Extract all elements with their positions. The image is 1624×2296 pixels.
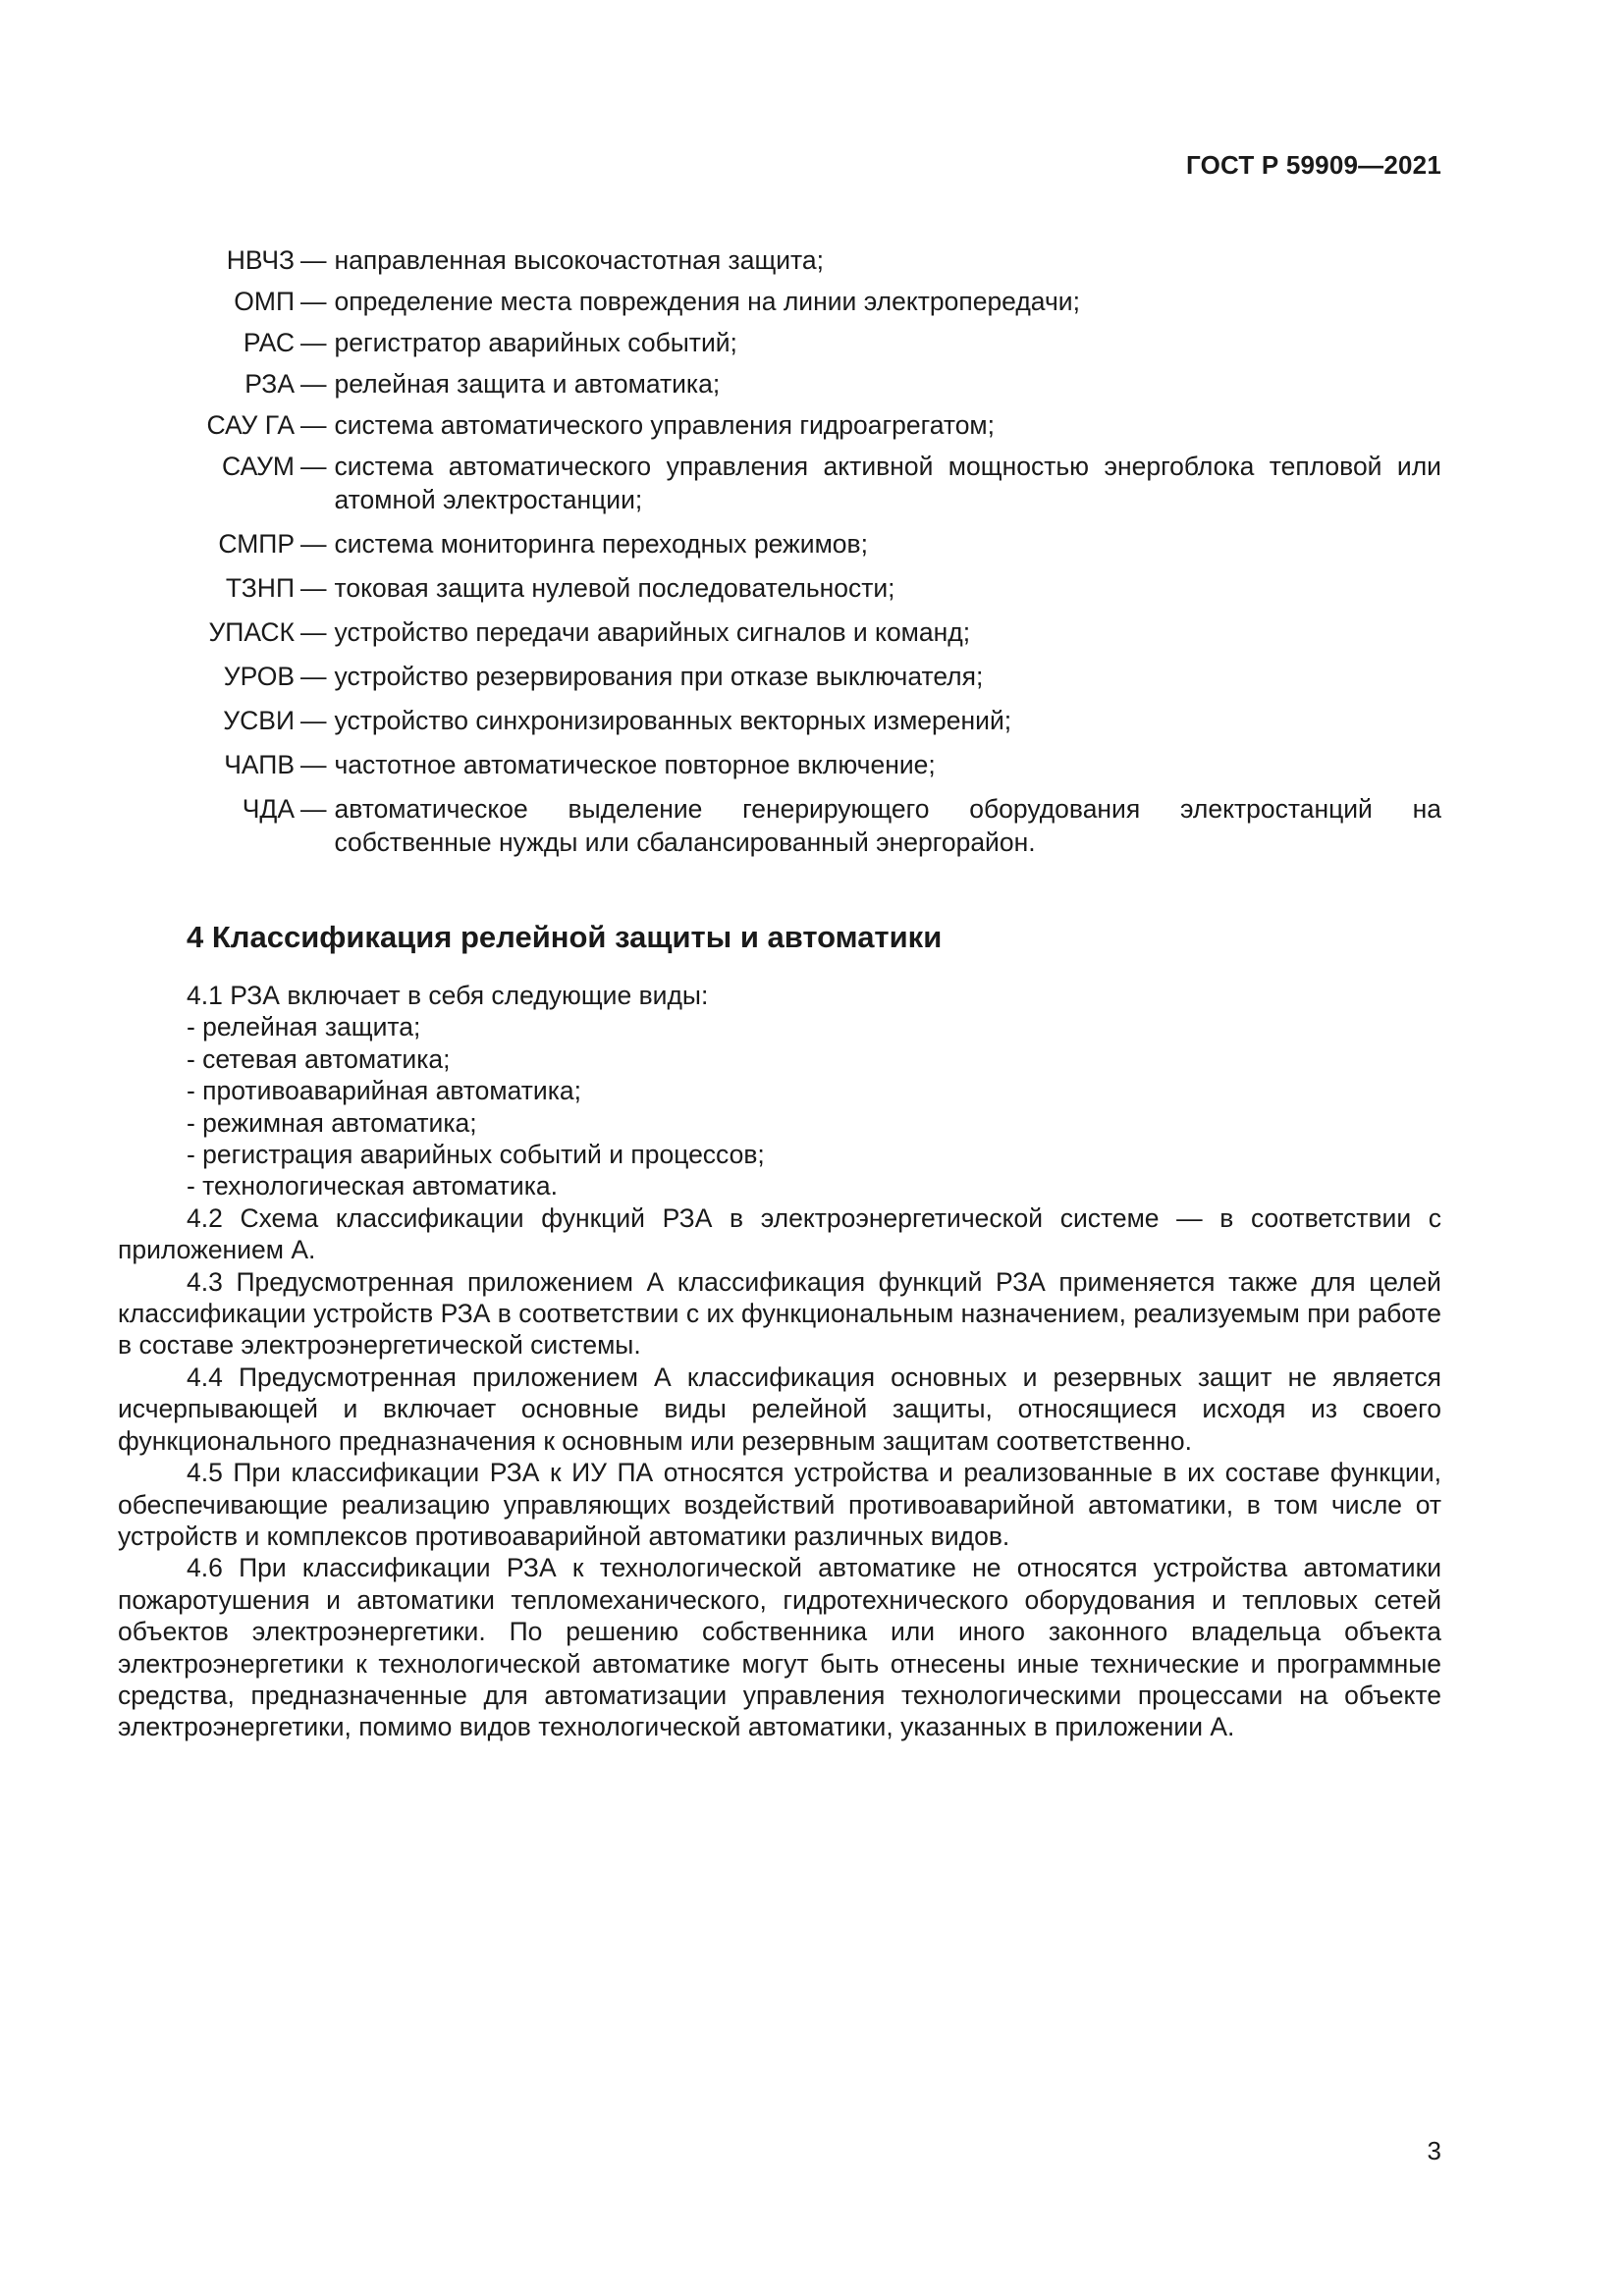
abbreviation-definition: определение места повреждения на линии электропередачи; xyxy=(334,287,1080,316)
abbreviation-row xyxy=(118,243,1441,277)
abbreviation-row xyxy=(118,660,1441,693)
abbreviation-term: НВЧЗ xyxy=(226,245,295,275)
abbreviation-definition: регистратор аварийных событий; xyxy=(334,328,737,357)
em-dash: — xyxy=(300,369,327,399)
abbreviation-definition: система автоматического управления гидроагрегатом; xyxy=(334,410,996,440)
abbreviation-definition: направленная высокочастотная защита; xyxy=(334,245,824,275)
em-dash: — xyxy=(300,328,327,357)
abbreviation-definition: система мониторинга переходных режимов; xyxy=(334,529,868,559)
em-dash: — xyxy=(300,617,327,647)
abbreviation-definition: автоматическое выделение генерирующего оборудования электростанций на собственные нужды или сбалансированный энергорайон. xyxy=(334,794,1441,857)
em-dash: — xyxy=(300,287,327,316)
abbreviation-term: РЗА xyxy=(244,369,295,399)
abbreviation-term: ОМП xyxy=(234,287,295,316)
em-dash: — xyxy=(300,410,327,440)
list-item: - релейная защита; xyxy=(187,1012,421,1042)
abbreviation-definition: система автоматического управления активной мощностью энергоблока тепловой или атомной электростанции; xyxy=(334,452,1441,514)
document-code: ГОСТ Р 59909—2021 xyxy=(1186,150,1441,180)
paragraph-4-5: 4.5 При классификации РЗА к ИУ ПА относятся устройства и реализованные в их составе функции, обеспечивающие реализацию управляющих воздействий противоаварийной автоматики, в том числе от устройств и комплексов противоаварийной автоматики различных видов. xyxy=(118,1458,1441,1551)
paragraph-4-1-lead: 4.1 РЗА включает в себя следующие виды: xyxy=(187,981,709,1010)
section-title: 4 Классификация релейной защиты и автоматики xyxy=(187,920,943,954)
abbreviation-term: ТЗНП xyxy=(225,573,295,603)
page-number: 3 xyxy=(1427,2136,1441,2165)
em-dash: — xyxy=(300,750,327,779)
abbreviation-term: УРОВ xyxy=(223,662,295,691)
abbreviation-definition: устройство синхронизированных векторных измерений; xyxy=(334,706,1012,735)
abbreviation-row xyxy=(118,748,1441,781)
paragraph-4-2: 4.2 Схема классификации функций РЗА в электроэнергетической системе — в соответствии с приложением А. xyxy=(118,1202,1441,1265)
abbreviation-term: САУ ГА xyxy=(206,410,295,440)
abbreviation-term: РАС xyxy=(243,328,295,357)
abbreviations-list xyxy=(118,243,1441,859)
list-item: - режимная автоматика; xyxy=(187,1107,477,1138)
em-dash: — xyxy=(300,245,327,275)
paragraph-4-4: 4.4 Предусмотренная приложением А классификация основных и резервных защит не является исчерпывающей и включает основные виды релейной защиты, относящиеся исходя из своего функционального предназначения к основным или резервным защитам соответственно. xyxy=(118,1362,1441,1456)
abbreviation-row xyxy=(118,527,1441,561)
em-dash: — xyxy=(300,794,327,824)
list-item: - противоаварийная автоматика; xyxy=(187,1076,581,1106)
abbreviation-term: СМПР xyxy=(218,529,295,559)
abbreviation-row xyxy=(118,571,1441,605)
abbreviation-definition: релейная защита и автоматика; xyxy=(334,369,721,399)
section-body xyxy=(118,980,1441,1743)
abbreviation-term: УСВИ xyxy=(223,706,295,735)
abbreviation-row xyxy=(118,704,1441,737)
abbreviation-definition: частотное автоматическое повторное включение; xyxy=(334,750,936,779)
em-dash: — xyxy=(300,452,327,481)
em-dash: — xyxy=(300,573,327,603)
abbreviation-row xyxy=(118,792,1441,859)
abbreviation-row xyxy=(118,450,1441,516)
abbreviation-definition: устройство резервирования при отказе выключателя; xyxy=(334,662,984,691)
list-item: - регистрация аварийных событий и процессов; xyxy=(187,1140,765,1170)
abbreviation-row xyxy=(118,285,1441,318)
abbreviation-row xyxy=(118,326,1441,359)
list-item: - сетевая автоматика; xyxy=(187,1043,451,1074)
em-dash: — xyxy=(300,529,327,559)
list-item: - технологическая автоматика. xyxy=(187,1171,559,1201)
abbreviation-definition: устройство передачи аварийных сигналов и команд; xyxy=(334,617,971,647)
paragraph-4-6: 4.6 При классификации РЗА к технологической автоматике не относятся устройства автоматики пожаротушения и автоматики тепломеханического, гидротехнического оборудования и тепловых сетей объектов электроэнергетики. По решению собственника или иного законного владельца объекта электроэнергетики к технологической автоматике могут быть отнесены иные технические и программные средства, предназначенные для автоматизации управления технологическими процессами на объекте электроэнергетики, помимо видов технологической автоматики, указанных в приложении А. xyxy=(118,1553,1441,1742)
abbreviation-row xyxy=(118,615,1441,649)
abbreviation-term: ЧДА xyxy=(242,794,295,824)
abbreviation-row xyxy=(118,408,1441,442)
em-dash: — xyxy=(300,662,327,691)
paragraph-4-3: 4.3 Предусмотренная приложением А классификация функций РЗА применяется также для целей классификации устройств РЗА в соответствии с их функциональным назначением, реализуемым при работе в составе электроэнергетической системы. xyxy=(118,1266,1441,1361)
abbreviation-term: САУМ xyxy=(222,452,295,481)
abbreviation-term: УПАСК xyxy=(208,617,295,647)
abbreviation-row xyxy=(118,367,1441,400)
em-dash: — xyxy=(300,706,327,735)
abbreviation-definition: токовая защита нулевой последовательности; xyxy=(334,573,895,603)
abbreviation-term: ЧАПВ xyxy=(224,750,295,779)
